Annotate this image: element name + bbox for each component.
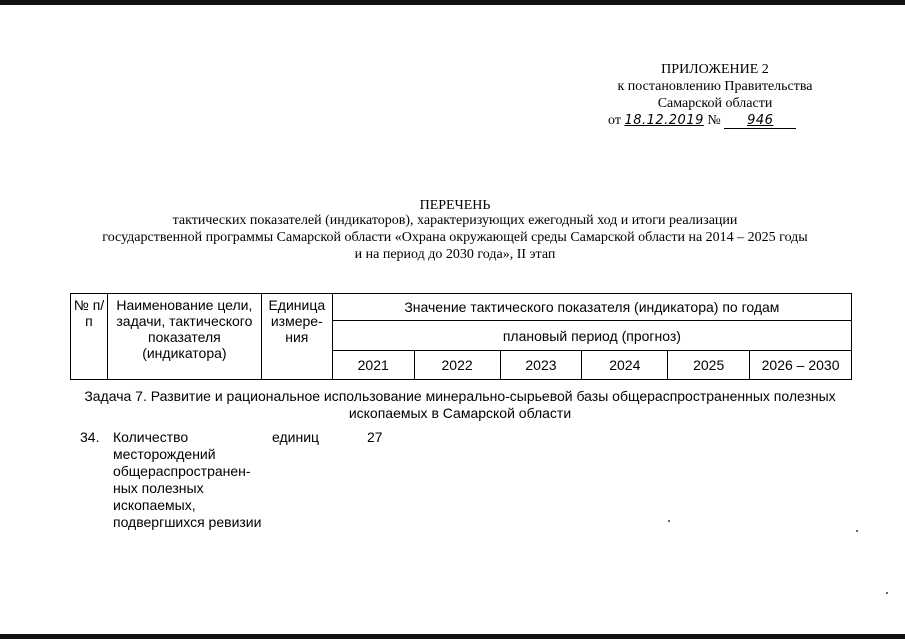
- header-num: № п/п: [71, 294, 108, 380]
- bottom-scan-border: [0, 634, 905, 639]
- task-line: ископаемых в Самарской области: [348, 405, 572, 421]
- header-name: Наименование цели, задачи, тактического показателя (индикатора): [107, 294, 261, 380]
- indicator-name-line: подвергшихся ревизии: [113, 514, 262, 530]
- date-prefix: от: [608, 113, 621, 128]
- appendix-line: к постановлению Правительства: [617, 79, 813, 94]
- header-plan-period: плановый период (прогноз): [332, 321, 851, 351]
- header-values: Значение тактического показателя (индикатора) по годам: [332, 294, 851, 321]
- document-heading: ПЕРЕЧЕНЬ: [419, 198, 491, 213]
- appendix-title: ПРИЛОЖЕНИЕ 2: [661, 62, 769, 77]
- header-year: 2025: [668, 351, 750, 380]
- subtitle-line: тактических показателей (индикаторов), характеризующих ежегодный ход и итоги реализации: [172, 213, 738, 228]
- number-prefix: №: [707, 113, 721, 128]
- subtitle-line: государственной программы Самарской области «Охрана окружающей среды Самарской области на 2014 – 2025 годы: [102, 230, 808, 245]
- task-heading: [80, 388, 840, 422]
- indicator-table-header: [70, 293, 852, 380]
- scan-speck: [886, 592, 888, 594]
- subtitle-line: и на период до 2030 года», II этап: [354, 247, 556, 262]
- indicator-name-line: ископаемых,: [113, 497, 196, 513]
- row-indicator-name: [113, 429, 278, 531]
- row-unit: единиц: [272, 429, 320, 445]
- indicator-name-line: общераспространен-: [113, 463, 251, 479]
- header-year: 2022: [414, 351, 500, 380]
- row-value-2021: 27: [367, 429, 383, 445]
- scan-speck: [668, 520, 670, 522]
- task-line: Задача 7. Развитие и рациональное использование минерально-сырьевой базы общераспространенных полезных: [84, 388, 836, 404]
- header-year: 2023: [500, 351, 582, 380]
- handwritten-date: 18.12.2019: [624, 113, 704, 128]
- header-unit: Единица измере-ния: [261, 294, 332, 380]
- scan-speck: [856, 530, 858, 532]
- header-year: 2021: [332, 351, 414, 380]
- document-subtitle: [40, 212, 870, 263]
- header-year: 2024: [582, 351, 668, 380]
- indicator-name-line: ных полезных: [113, 480, 204, 496]
- top-scan-border: [0, 0, 905, 5]
- appendix-date-line: [590, 112, 840, 129]
- row-number: 34.: [80, 429, 100, 445]
- header-year: 2026 – 2030: [750, 351, 852, 380]
- appendix-line: Самарской области: [657, 96, 773, 111]
- indicator-name-line: Количество: [113, 429, 189, 445]
- indicator-name-line: месторождений: [113, 446, 216, 462]
- handwritten-number: 946: [724, 114, 796, 129]
- appendix-block: [590, 61, 840, 129]
